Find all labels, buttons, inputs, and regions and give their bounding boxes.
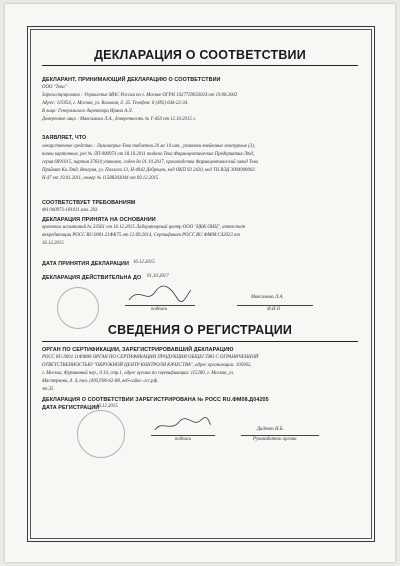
applicant-line: В лице: Генерального директора Ирина А.Л. [42,109,133,114]
basis-line: аккредитации РОСС RU.0001.21ФК75 от 12.09.2014, Сертификат РОСС RU.ФМ08.С42023 от [42,233,240,238]
statement-line: лекарственное средство : Лизиноприл-Тева таблетки 20 мг 10 шт., упаковки ячейковые контурные (3), [42,144,255,149]
head-name: Диденко И.Б. [257,427,284,432]
signature-caption: подпись [151,307,168,312]
head-line [241,435,319,436]
valid-date: 01.10.2017 [147,274,169,279]
applicant-line: ООО "Тева" [42,85,67,90]
fio-caption: Ф.И.О [267,307,281,312]
requirements-line: ФЗ 000973-181011 изм. 203 [42,208,98,213]
basis-line: протокол испытаний № 33561 от 16.12.2015 Лабораторный центр ООО "ЦКК ОНЦ", аттестат [42,225,246,230]
certification-body-line: г. Москва, Фурманный пер., д.10, стр.1, адрес органа по сертификации: 115280, г. Москва, ул. [42,371,235,376]
applicant-line: Доверенное лицо : Максимова Л.А., доверенность № Т-450 от 12.10.2015 г. [42,117,196,122]
statement-heading: ЗАЯВЛЯЕТ, ЧТО [42,135,87,141]
basis-heading: ДЕКЛАРАЦИЯ ПРИНЯТА НА ОСНОВАНИИ [42,217,156,223]
signer-name: Максимова Л.А. [251,295,284,300]
statement-line: Н.47 от 19.01.2011, номер № 11588203044 от 09.12.2015 [42,176,159,181]
applicant-line: Зарегистрировано : Управление МНС России по г. Москве ОГРН 1027739033024 от 19.08.2002 [42,93,238,98]
statement-line: серия 6891015, партия 37610 упаковок, годен до 01.10.2017, производства Фармацевтический завод Тева [42,160,259,165]
registration-divider [42,341,358,342]
registration-title: СВЕДЕНИЯ О РЕГИСТРАЦИИ [107,323,293,337]
signature-line [125,305,195,306]
signature-scribble [125,284,195,306]
applicant-heading: ДЕКЛАРАНТ, ПРИНИМАЮЩИЙ ДЕКЛАРАЦИЮ О СООТВЕТСТВИИ [42,77,221,83]
registration-seal-stamp [77,410,125,458]
basis-line: 16.12.2015 [42,241,64,246]
registered-number-label: ДЕКЛАРАЦИЯ О СООТВЕТСТВИИ ЗАРЕГИСТРИРОВАНА № РОСС RU.ФМ08.Д04205 [42,397,269,403]
requirements-heading: СООТВЕТСТВУЕТ ТРЕБОВАНИЯМ [42,200,136,206]
registration-date-label: ДАТА РЕГИСТРАЦИИ [42,405,100,411]
head-caption: Руководитель органа [253,437,297,442]
applicant-line: Адрес: 115054, г. Москва, ул. Валовая, д. 35. Телефон: 8 (495) 644-22-34. [42,101,189,106]
accepted-date: 16.12.2015 [133,260,155,265]
document-page [5,4,395,562]
certification-body-line: эт.35 [42,387,54,392]
title-divider [42,65,358,66]
statement-line: пачки картонные, рег № ЛП-000973 от 18.10.2011 тадано Тева Фармацевтические Предприятия Лтд, [42,152,255,157]
registration-date: 16.12.2015 [96,404,118,409]
statement-line: Прайвит Ко.Лтд, Венгрия, ул. Паллаги 13, Н-4042 Дебрецен, код ОКП 93 2420, код ТН ВЭД 3004900002. [42,168,256,173]
accepted-label: ДАТА ПРИНЯТИЯ ДЕКЛАРАЦИИ [42,261,129,267]
declaration-title: ДЕКЛАРАЦИЯ О СООТВЕТСТВИИ [94,48,306,62]
registration-signature-caption: подпись [175,437,192,442]
certification-body-line: Мастеркова, д. 4, тел. (495)786-62-88, веб-сайт: occ.рф. [42,379,159,384]
registration-signature-scribble [151,416,213,436]
certification-body-line: РОСС RU.0001.11ФМ08 ОРГАН ПО СЕРТИФИКАЦИИ ПРОДУКЦИИ ОБЩЕСТВО С ОГРАНИЧЕННОЙ [42,355,259,360]
certification-body-heading: ОРГАН ПО СЕРТИФИКАЦИИ, ЗАРЕГИСТРИРОВАВШИЙ ДЕКЛАРАЦИЮ [42,347,234,353]
certification-body-line: ОТВЕТСТВЕННОСТЬЮ "ОКРУЖНОЙ ЦЕНТР КОНТРОЛЯ КАЧЕСТВА", адрес организации: 105062, [42,363,252,368]
fio-line [237,305,313,306]
registration-signature-line [151,435,215,436]
valid-label: ДЕКЛАРАЦИЯ ДЕЙСТВИТЕЛЬНА ДО [42,275,142,281]
